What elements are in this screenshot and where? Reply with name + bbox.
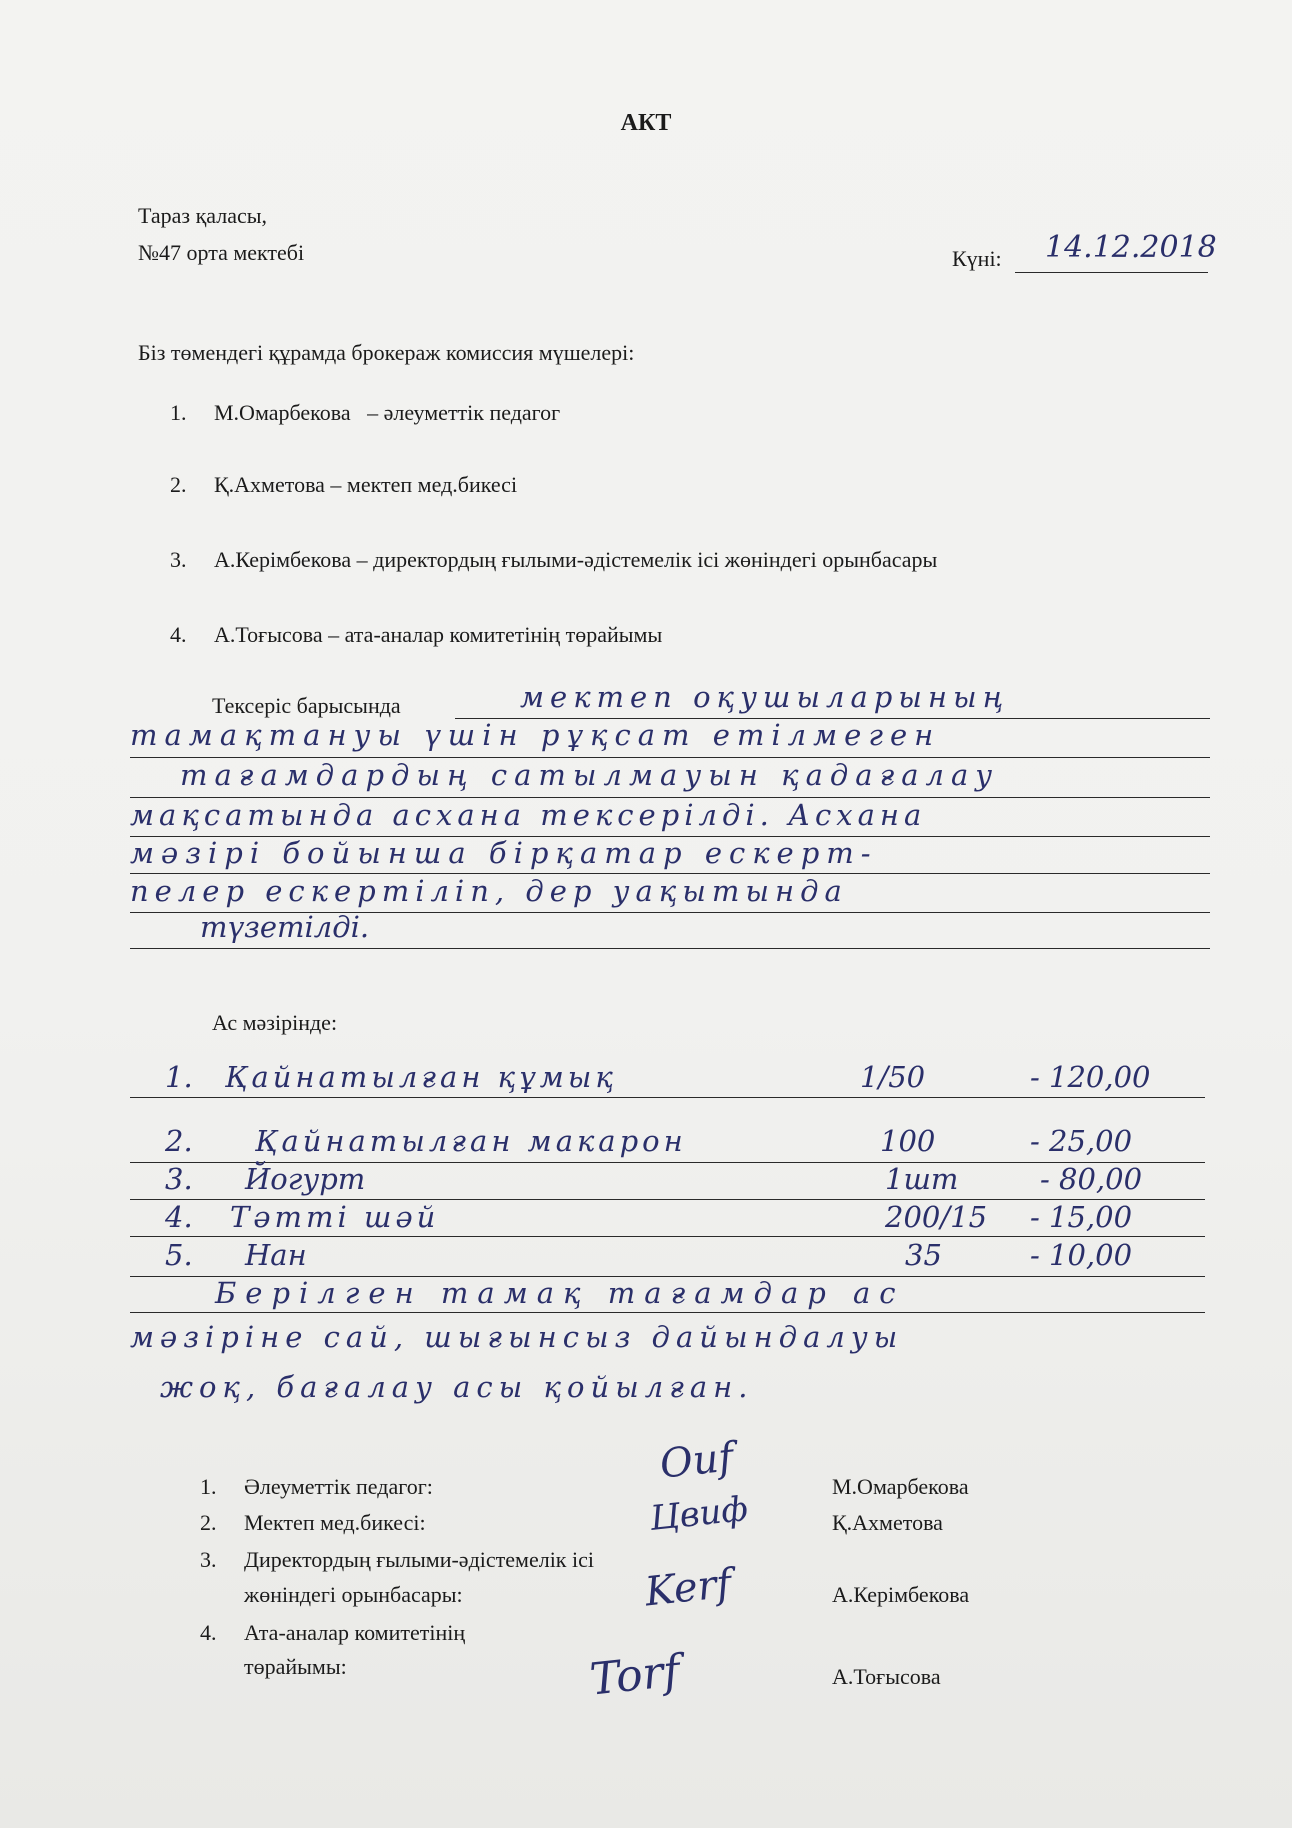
city-line: Тараз қаласы,: [138, 203, 268, 228]
signature-role-cont: төрайымы:: [244, 1654, 347, 1679]
writing-line: [130, 948, 1210, 949]
menu-item: 3. Йогурт 1шт - 80,00: [165, 1162, 1143, 1196]
menu-item: 2. Қайнатылған макарон 100 - 25,00: [165, 1124, 1133, 1158]
inspection-line: тағамдардың сатылмауын қадағалау: [180, 758, 1000, 792]
signature-scrawl: Kerf: [642, 1560, 734, 1616]
document-title: АКТ: [620, 110, 672, 136]
menu-item: 4. Тәтті шәй 200/15 - 15,00: [165, 1200, 1133, 1234]
inspection-line: түзетілді.: [200, 910, 370, 944]
menu-item: 5. Нан 35 - 10,00: [165, 1238, 1133, 1272]
school-line: №47 орта мектебі: [138, 240, 305, 265]
conclusion-line: мәзіріне сай, шығынсыз дайындалуы: [130, 1320, 904, 1354]
member-item: 1. М.Омарбекова – әлеуметтік педагог: [170, 400, 561, 425]
inspection-line: мәзірі бойынша бірқатар ескерт-: [130, 836, 878, 870]
date-label: Күні:: [952, 246, 1002, 271]
signature-scrawl: Torf: [587, 1645, 683, 1706]
signature-scrawl: Цвиф: [648, 1488, 750, 1540]
inspection-line: мақсатында асхана тексерілді. Асхана: [130, 798, 927, 832]
date-underline: [1015, 272, 1208, 273]
member-item: 4. А.Тоғысова – ата-аналар комитетінің төрайымы: [170, 622, 663, 647]
signature-role: 1. Әлеуметтік педагог:: [200, 1474, 433, 1499]
inspection-line: мектеп оқушыларының: [520, 680, 1010, 714]
intro-text: Біз төмендегі құрамда брокераж комиссия мүшелері:: [138, 340, 635, 365]
signatory-name: Қ.Ахметова: [832, 1510, 943, 1535]
inspection-line: пелер ескертіліп, дер уақытында: [130, 874, 848, 908]
signature-role: 2. Мектеп мед.бикесі:: [200, 1510, 426, 1535]
member-item: 3. А.Керімбекова – директордың ғылыми-әдістемелік ісі жөніндегі орынбасары: [170, 547, 938, 572]
signature-scrawl: Ouf: [657, 1434, 736, 1488]
signature-role: 3. Директордың ғылыми-әдістемелік ісі: [200, 1547, 594, 1572]
conclusion-line: Берілген тамақ тағамдар ас: [215, 1276, 905, 1310]
signatory-name: А.Керімбекова: [832, 1582, 970, 1607]
conclusion-line: жоқ, бағалау асы қойылған.: [160, 1370, 754, 1404]
inspection-label: Тексеріс барысында: [212, 693, 401, 718]
signatory-name: М.Омарбекова: [832, 1474, 969, 1499]
signature-role-cont: жөніндегі орынбасары:: [244, 1582, 463, 1607]
signatory-name: А.Тоғысова: [832, 1664, 941, 1689]
member-item: 2. Қ.Ахметова – мектеп мед.бикесі: [170, 472, 518, 497]
inspection-line: тамақтануы үшін рұқсат етілмеген: [130, 718, 941, 752]
menu-label: Ас мәзірінде:: [212, 1010, 338, 1035]
menu-item: 1. Қайнатылған құмық 1/50 - 120,00: [165, 1060, 1151, 1094]
writing-line: [130, 1312, 1205, 1313]
signature-role: 4. Ата-аналар комитетінің: [200, 1620, 466, 1645]
date-value: 14.12.2018: [1045, 230, 1217, 265]
